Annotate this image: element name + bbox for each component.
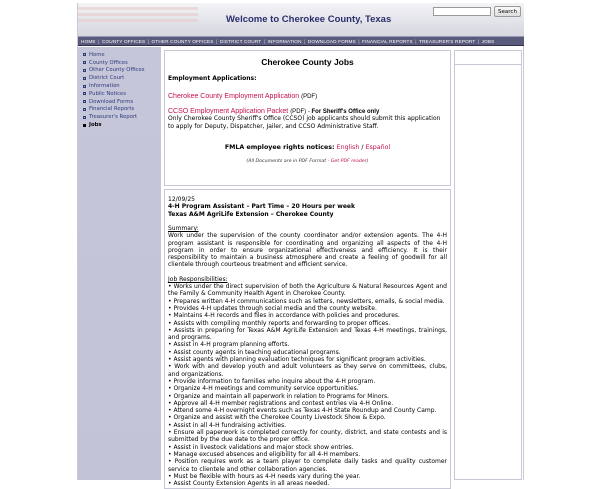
sidebar-item-district-court[interactable]	[83, 74, 161, 82]
list-item: • Assist agents with planning evaluation techniques for significant program activities.	[168, 356, 426, 364]
bullet-square-icon	[83, 77, 86, 80]
site-title: Welcome to Cherokee County, Texas	[226, 14, 392, 25]
fmla-separator: /	[359, 144, 366, 151]
nav-download-forms[interactable]: DOWNLOAD FORMS	[307, 38, 356, 44]
sidebar	[78, 47, 161, 480]
sidebar-item-download-forms[interactable]	[83, 98, 161, 106]
list-item: • Organize and maintain all paperwork in relation to Programs for Minors.	[168, 392, 390, 400]
bullet-square-icon	[83, 69, 86, 72]
posting-subtitle: Texas A&M AgriLife Extension – Cherokee County	[168, 210, 334, 218]
list-item: • Provides 4-H updates through social media and the county website.	[168, 304, 377, 312]
fmla-line	[168, 144, 447, 151]
header-banner	[78, 3, 524, 36]
ccso-line	[168, 108, 447, 115]
sidebar-item-label: Information	[89, 83, 120, 90]
sidebar-item-other-county-offices[interactable]	[83, 67, 161, 75]
bullet-square-icon	[83, 85, 86, 88]
sidebar-item-label: Download Forms	[89, 98, 134, 105]
nav-information[interactable]: INFORMATION	[267, 38, 302, 44]
sidebar-item-label: Other County Offices	[89, 67, 145, 74]
banner-flag-stripe	[78, 13, 198, 16]
bullet-square-icon	[83, 92, 86, 95]
nav-separator: |	[216, 38, 218, 44]
sidebar-item-label: Jobs	[89, 122, 102, 129]
sidebar-item-jobs[interactable]	[83, 121, 161, 129]
list-item: • Manage excused absences and eligibility for all 4-H members.	[168, 450, 361, 458]
banner-flag-stripe	[78, 19, 198, 22]
list-item: • Assist county agents in teaching educational programs.	[168, 348, 341, 356]
sidebar-item-label: Public Notices	[89, 90, 127, 97]
search-input[interactable]	[433, 7, 491, 16]
nav-separator: |	[147, 38, 150, 44]
ccso-note: For Sheriff's Office only	[311, 109, 380, 115]
ccso-application-link[interactable]: CCSO Employment Application Packet	[168, 108, 289, 115]
list-item: • Assists in preparing for Texas A&M AgriLife Extension and Texas 4-H meetings, trainings, and programs.	[168, 326, 447, 342]
pdf-note-suffix: )	[366, 159, 369, 164]
pdf-note	[168, 159, 447, 164]
nav-separator: |	[477, 38, 480, 44]
top-nav	[78, 36, 524, 46]
nav-separator: |	[98, 38, 100, 44]
sidebar-item-financial-reports[interactable]	[83, 106, 161, 114]
pdf-label: (PDF)	[301, 94, 318, 100]
nav-financial-reports[interactable]: FINANCIAL REPORTS	[362, 38, 413, 44]
list-item: • Provide information to families who inquire about the 4-H program.	[168, 377, 376, 385]
search-button[interactable]: Search	[494, 6, 521, 17]
bullet-square-icon	[83, 124, 86, 127]
sidebar-item-label: District Court	[89, 75, 125, 82]
list-item: • Prepares written 4-H communications such as letters, newsletters, emails, & social media.	[168, 297, 445, 305]
list-item: • Maintains 4-H records and files in accordance with policies and procedures.	[168, 312, 400, 320]
fmla-spanish-link[interactable]: Español	[365, 144, 391, 151]
jobs-panel	[164, 50, 451, 186]
application-line	[168, 93, 447, 100]
responsibilities-heading: Job Responsibilities:	[168, 275, 228, 283]
sidebar-item-public-notices[interactable]	[83, 90, 161, 98]
right-column-header	[455, 51, 521, 65]
pdf-reader-link[interactable]: Get PDF reader	[330, 159, 367, 164]
responsibilities-list	[168, 283, 447, 487]
nav-separator: |	[358, 38, 360, 44]
right-column	[454, 50, 522, 480]
sidebar-item-information[interactable]	[83, 82, 161, 90]
list-item: • Must be flexible with hours as 4-H needs vary during the year.	[168, 472, 361, 480]
employment-application-link[interactable]: Cherokee County Employment Application	[168, 93, 300, 100]
posting-date: 12/09/25	[168, 196, 195, 203]
list-item: • Assist in 4-H program planning efforts.	[168, 341, 290, 349]
list-item: • Position requires work as a team player to complete daily tasks and quality customer service to clientele and other collaboration agencies.	[168, 458, 447, 473]
list-item: • Ensure all paperwork is completed correctly for county, district, and state contests and is submitted by the due date to the proper office.	[168, 429, 447, 444]
fmla-english-link[interactable]: English	[336, 144, 360, 151]
page-frame	[77, 3, 524, 488]
nav-county-offices[interactable]: COUNTY OFFICES	[101, 38, 146, 44]
sidebar-item-home[interactable]	[83, 51, 161, 59]
nav-home[interactable]: HOME	[81, 38, 96, 44]
fmla-label: FMLA employee rights notices:	[224, 144, 335, 151]
list-item: • Assist in livestock validations and major stock show entries.	[168, 443, 354, 451]
list-item: • Assist in all 4-H fundraising activities.	[168, 421, 287, 429]
list-item: • Works under the direct supervision of both the Agriculture & Natural Resources Agent and the Family & Community Health Agent in Cherokee County.	[168, 283, 447, 298]
sidebar-item-treasurers-report[interactable]	[83, 113, 161, 121]
page-title: Cherokee County Jobs	[261, 57, 354, 67]
list-item: • Assists with compiling monthly reports and forwarding to proper offices.	[168, 319, 391, 327]
sidebar-item-label: County Offices	[89, 59, 128, 66]
job-posting	[164, 189, 451, 489]
sidebar-item-label: Treasurer's Report	[89, 114, 138, 121]
sidebar-item-county-offices[interactable]	[83, 59, 161, 67]
nav-district-court[interactable]: DISTRICT COURT	[219, 38, 262, 44]
list-item: • Attend some 4-H overnight events such as Texas 4-H State Roundup and County Camp.	[168, 407, 437, 415]
sidebar-item-label: Home	[89, 51, 105, 58]
bullet-square-icon	[83, 53, 86, 56]
bullet-square-icon	[83, 108, 86, 111]
nav-other-county-offices[interactable]: OTHER COUNTY OFFICES	[151, 38, 214, 44]
nav-treasurers-report[interactable]: TREASURER'S REPORT	[419, 38, 476, 44]
list-item: • Organize and assist with the Cherokee County Livestock Show & Expo.	[168, 414, 386, 422]
list-item: • Approve all 4-H member registrations and contest entries via 4-H Online.	[168, 399, 394, 407]
summary-text: Work under the supervision of the county coordinator and/or extension agents. The 4-H program assistant is responsible for coordinating and organizing all aspects of the 4-H program in order to ensure organizational effectiveness and efficiency. It is their responsibility to maintain a business atmosphere and create a feeling of goodwill for all clientele through courteous treatment and efficient service.	[168, 232, 447, 269]
bullet-square-icon	[83, 116, 86, 119]
employment-label: Employment Applications:	[168, 75, 257, 82]
list-item: • Organize 4-H meetings and community service opportunities.	[168, 385, 359, 393]
nav-separator: |	[263, 38, 266, 44]
posting-title: 4-H Program Assistant – Part Time – 20 Hours per week	[168, 203, 355, 210]
nav-separator: |	[415, 38, 417, 44]
list-item: • Assist County Extension Agents in all areas needed.	[168, 480, 330, 488]
ccso-description: Only Cherokee County Sheriff's Office (CCSO) job applicants should submit this application to apply for Deputy, Dispatcher, Jailer, and CCSO Administrative Staff.	[168, 115, 441, 130]
summary-heading: Summary:	[168, 225, 199, 232]
bullet-square-icon	[83, 61, 86, 64]
nav-separator: |	[304, 38, 306, 44]
banner-flag-stripe	[78, 7, 198, 10]
sidebar-item-label: Financial Reports	[89, 106, 135, 113]
bullet-square-icon	[83, 100, 86, 103]
pdf-label: (PDF) -	[290, 109, 312, 115]
nav-jobs[interactable]: JOBS	[481, 38, 495, 44]
list-item: • Work with and develop youth and adult volunteers as they serve on committees, clubs, and organizations.	[168, 363, 447, 378]
main-content	[164, 50, 451, 488]
pdf-note-prefix: (All Documents are in PDF Format -	[246, 159, 331, 164]
